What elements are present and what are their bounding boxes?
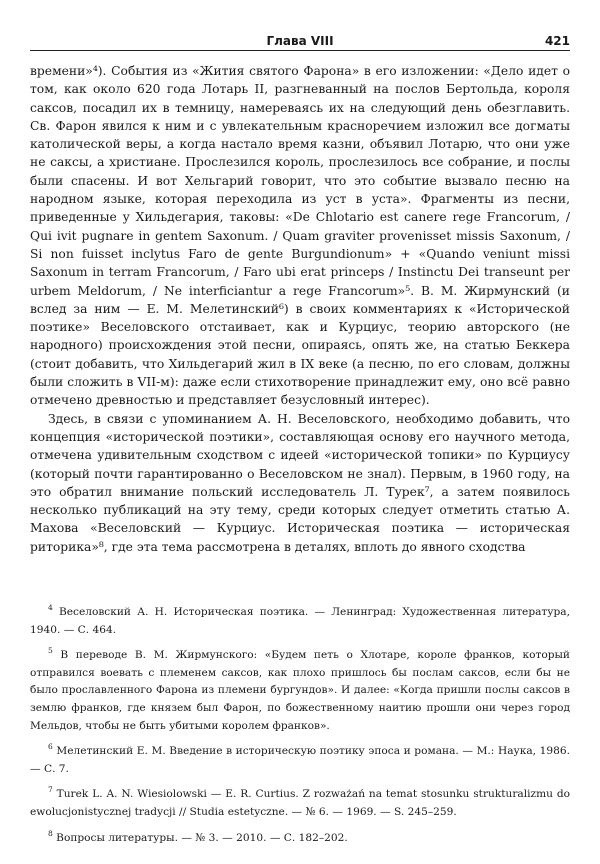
- main-text: [30, 62, 570, 556]
- page-number: 421: [544, 34, 570, 48]
- chapter-title: Глава VIII: [266, 34, 334, 48]
- running-header: [30, 18, 570, 51]
- footnote-8: [30, 830, 570, 848]
- footnotes: [30, 604, 570, 855]
- footnote-text: Turek L. A. N. Wiesiolowski — E. R. Curtius. Z rozważań na temat stosunku strukturalizmu do ewolucjonistycznej tradycji // Studia estetyczne. — № 6. — 1969. — S. 245–259.: [30, 788, 570, 818]
- footnote-mark: 6: [48, 742, 53, 752]
- footnote-5: [30, 647, 570, 735]
- footnote-text: Мелетинский Е. М. Введение в историческую поэтику эпоса и романа. — М.: Наука, 1986. — С. 7.: [30, 745, 570, 775]
- footnote-text: В переводе В. М. Жирмунского: «Будем петь о Хлотаре, короле франков, который отправился воевать с племенем саксов, как плохо пришлось бы послам саксов, если бы не было прославленного Фарона из племени бургундов». И далее: «Когда пришли послы саксов в землю франков, где князем был Фарон, по божественному наитию прошли они через город Мельдов, чтобы не быть убитыми королем франков».: [30, 649, 570, 732]
- footnote-mark: 8: [48, 828, 53, 838]
- paragraph-1: времени»⁴). События из «Жития святого Фарона» в его изложении: «Дело идет о том, как около 620 года Лотарь II, разгневанный на послов Бертольда, короля саксов, посадил их в темницу, намереваясь их на следующий день обезглавить. Св. Фарон явился к ним и с увлекательным красноречием изложил все догматы католической веры, а когда настало время казни, объявил Лотарю, что они уже не саксы, а христиане. Прослезился король, прослезилось все собрание, и послы были спасены. И вот Хельгарий говорит, что это событие вызвало песню на народном языке, которая переходила из уст в уста». Фрагменты из песни, приведенные у Хильдегария, таковы: «De Chlotario est canere rege Francorum, / Qui ivit pugnare in gentem Saxonum. / Quam graviter provenisset missis Saxonum, / Si non fuisset inclytus Faro de gente Burgundionum» + «Quando veniunt missi Saxonum in terram Francorum, / Faro ubi erat princeps / Instinctu Dei transeunt per urbem Meldorum, / Ne interficiantur a rege Francorum»⁵. В. М. Жирмунский (и вслед за ним — Е. М. Мелетинский⁶) в своих комментариях к «Исторической поэтике» Веселовского отстаивает, как и Курциус, теорию авторского (не народного) происхождения этой песни, опираясь, опять же, на статью Беккера (стоит добавить, что Хильдегарий жил в IX веке (а песню, по его словам, должны были сложить в VII-м): даже если стихотворение принадлежит ему, оно всё равно отмечено древностью и представляет безусловный интерес).: [30, 64, 570, 408]
- paragraph-2: Здесь, в связи с упоминанием А. Н. Веселовского, необходимо добавить, что концепция «исторической поэтики», составляющая основу его научного метода, отмечена удивительным сходством с идеей «исторической топики» по Курциусу (который почти гарантированно о Веселовском не знал). Первым, в 1960 году, на это обратил внимание польский исследователь Л. Турек⁷, а затем появилось несколько публикаций на эту тему, среди которых следует отметить статью А. Махова «Веселовский — Курциус. Историческая поэтика — историческая риторика»⁸, где эта тема рассмотрена в деталях, вплоть до явного сходства: [30, 411, 570, 554]
- footnote-text: Веселовский А. Н. Историческая поэтика. — Ленинград: Художественная литература, 1940. — С. 464.: [30, 606, 570, 636]
- footnote-mark: 4: [48, 603, 53, 612]
- footnote-6: [30, 743, 570, 778]
- footnote-4: [30, 604, 570, 639]
- footnote-mark: 5: [48, 646, 53, 656]
- footnote-mark: 7: [48, 785, 53, 795]
- footnote-text: Вопросы литературы. — № 3. — 2010. — С. 182–202.: [56, 831, 348, 844]
- footnote-7: [30, 786, 570, 821]
